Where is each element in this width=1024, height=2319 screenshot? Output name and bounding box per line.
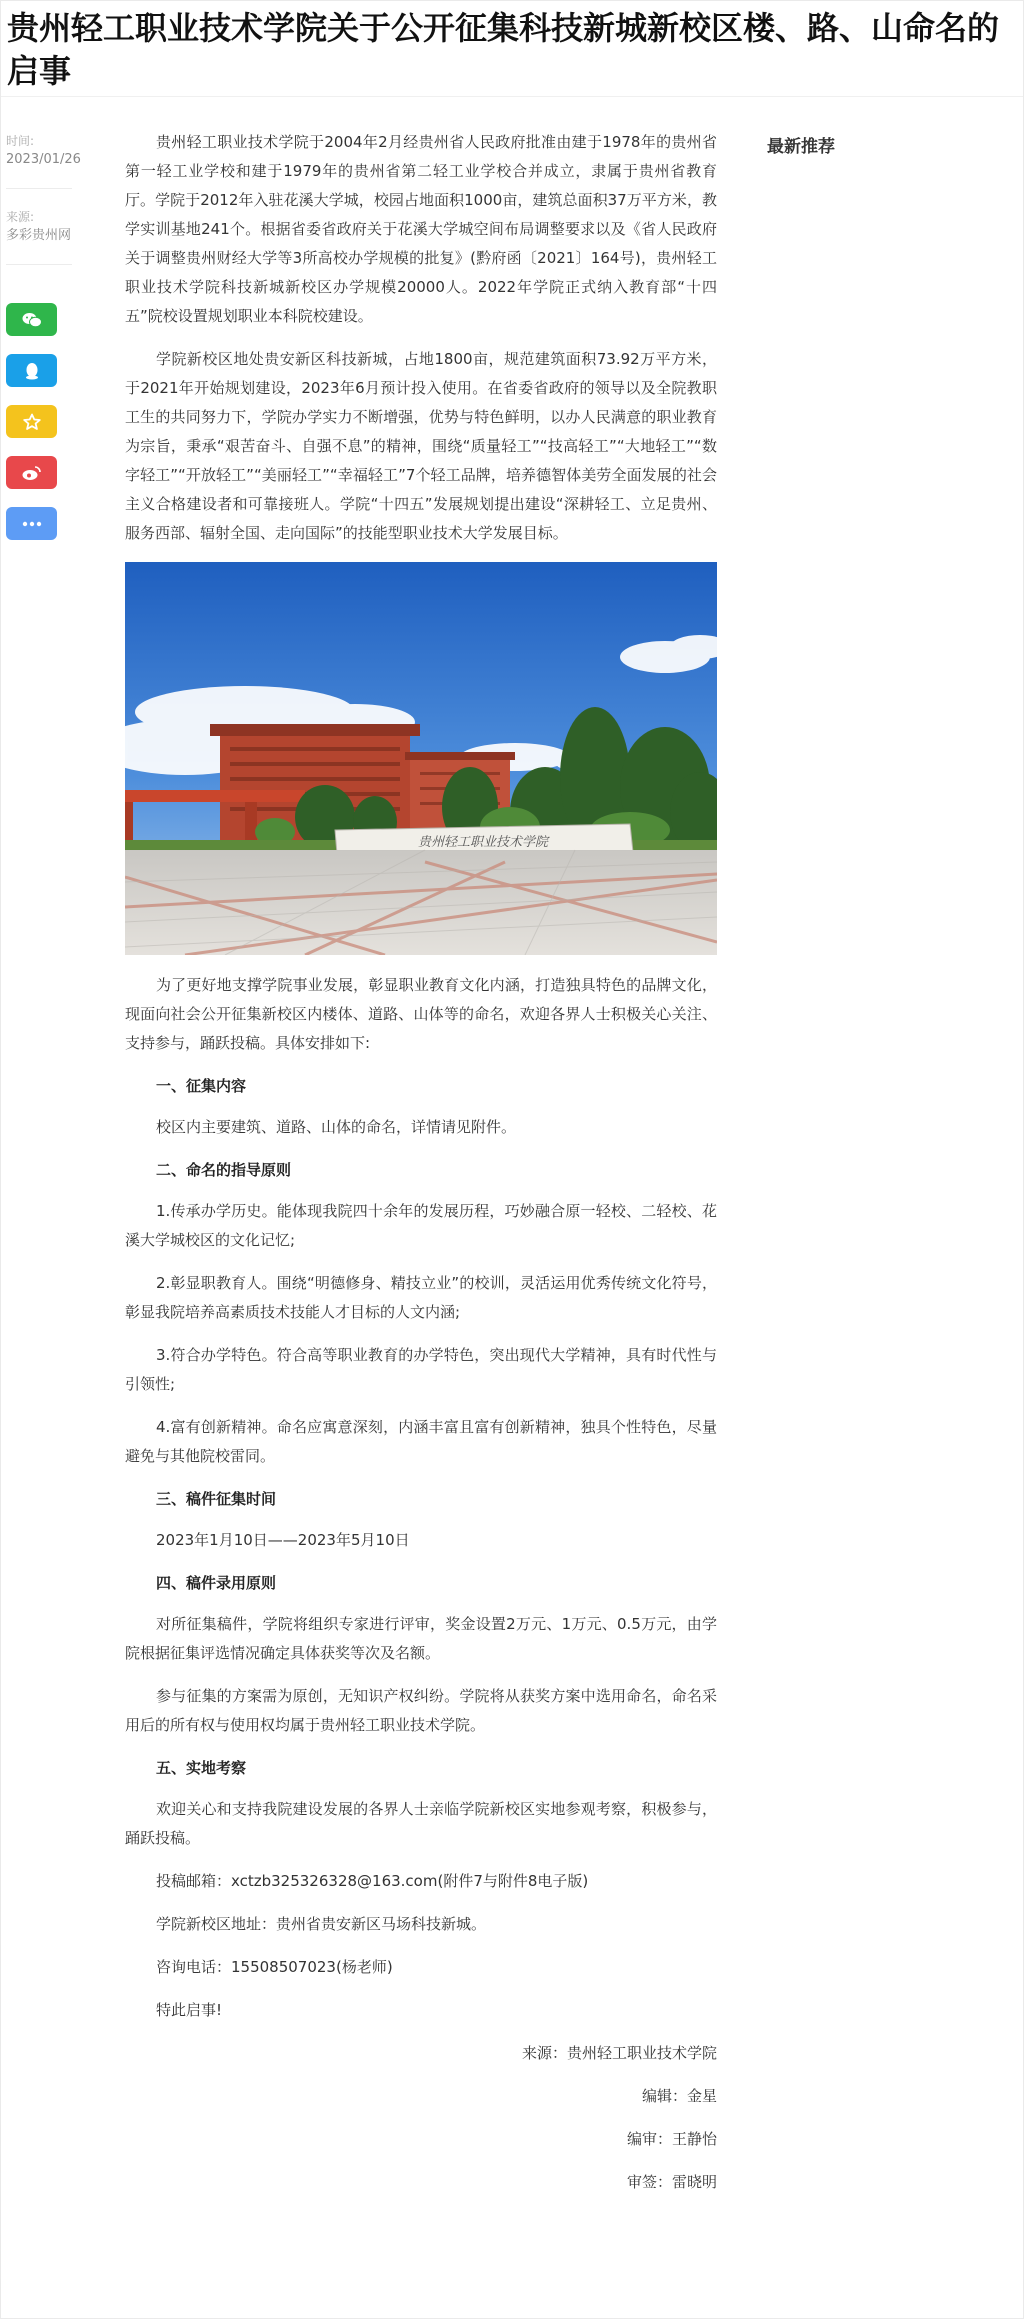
section-heading: 三、稿件征集时间: [156, 1490, 277, 1508]
credit-line: 编辑：金星: [641, 2087, 717, 2105]
article-paragraph: 校区内主要建筑、道路、山体的命名，详情请见附件。: [156, 1118, 517, 1136]
meta-divider: [6, 264, 72, 265]
credit-line: 来源：贵州轻工职业技术学院: [521, 2044, 717, 2062]
article-paragraph: 特此启事!: [156, 2001, 223, 2019]
qzone-share-button[interactable]: [6, 405, 57, 438]
publish-time: [6, 132, 81, 170]
campus-photo: [125, 562, 717, 955]
article-paragraph: 学院新校区地处贵安新区科技新城，占地1800亩，规范建筑面积73.92万平方米，于2021年开始规划建设，2023年6月预计投入使用。在省委省政府的领导以及全院教职工生的共同努力下，学院办学实力不断增强，优势与特色鲜明，以办人民满意的职业教育为宗旨，秉承“艰苦奋斗、自强不息”的精神，围绕“质量轻工”“技高轻工”“大地轻工”“数字轻工”“开放轻工”“美丽轻工”“幸福轻工”7个轻工品牌，培养德智体美劳全面发展的社会主义合格建设者和可靠接班人。学院“十四五”发展规划提出建设“深耕轻工、立足贵州、服务西部、辐射全国、走向国际”的技能型职业技术大学发展目标。: [125, 350, 717, 542]
article-paragraph: 参与征集的方案需为原创，无知识产权纠纷。学院将从获奖方案中选用命名，命名采用后的所有权与使用权均属于贵州轻工职业技术学院。: [125, 1687, 717, 1734]
article-paragraph: 2.彰显职教育人。围绕“明德修身、精技立业”的校训，灵活运用优秀传统文化符号，彰显我院培养高素质技术技能人才目标的人文内涵;: [125, 1274, 717, 1321]
publish-source: [6, 208, 76, 246]
wechat-share-button[interactable]: [6, 303, 57, 336]
qq-share-button[interactable]: [6, 354, 57, 387]
section-heading: 一、征集内容: [156, 1077, 247, 1095]
sidebar-title: 最新推荐: [767, 137, 835, 157]
more-icon: [22, 521, 42, 527]
article-paragraph: 贵州轻工职业技术学院于2004年2月经贵州省人民政府批准由建于1978年的贵州省第一轻工业学校和建于1979年的贵州省第二轻工业学校合并成立，隶属于贵州省教育厅。学院于2012年入驻花溪大学城，校园占地面积1000亩，建筑总面积37万平方米，教学实训基地241个。根据省委省政府关于花溪大学城空间布局调整要求以及《省人民政府关于调整贵州财经大学等3所高校办学规模的批复》(黔府函〔2021〕164号)，贵州轻工职业技术学院科技新城新校区办学规模20000人。2022年学院正式纳入教育部“十四五”院校设置规划职业本科院校建设。: [125, 133, 717, 325]
source-value: 多彩贵州网: [6, 228, 72, 243]
page-title: 贵州轻工职业技术学院关于公开征集科技新城新校区楼、路、山命名的启事: [7, 9, 1000, 90]
time-value: 2023/01/26: [6, 152, 81, 167]
article-paragraph: 对所征集稿件，学院将组织专家进行评审，奖金设置2万元、1万元、0.5万元，由学院根据征集评选情况确定具体获奖等次及名额。: [125, 1615, 717, 1662]
article-paragraph: 1.传承办学历史。能体现我院四十余年的发展历程，巧妙融合原一轻校、二轻校、花溪大学城校区的文化记忆;: [125, 1202, 717, 1249]
section-heading: 四、稿件录用原则: [156, 1574, 277, 1592]
weibo-share-button[interactable]: [6, 456, 57, 489]
article-paragraph: 咨询电话：15508507023(杨老师): [156, 1958, 393, 1976]
article-paragraph: 欢迎关心和支持我院建设发展的各界人士亲临学院新校区实地参观考察，积极参与，踊跃投稿。: [125, 1800, 717, 1847]
time-label: 时间:: [6, 134, 35, 148]
article-paragraph: 2023年1月10日——2023年5月10日: [156, 1531, 410, 1549]
article-paragraph: 3.符合办学特色。符合高等职业教育的办学特色，突出现代大学精神，具有时代性与引领性;: [125, 1346, 717, 1393]
star-icon: [23, 413, 41, 431]
credit-line: 编审：王静怡: [626, 2130, 717, 2148]
title-divider: [0, 96, 1024, 97]
article-paragraph: 为了更好地支撑学院事业发展，彰显职业教育文化内涵，打造独具特色的品牌文化，现面向社会公开征集新校区内楼体、道路、山体等的命名，欢迎各界人士积极关心关注、支持参与，踊跃投稿。具体安排如下:: [125, 976, 717, 1052]
qq-icon: [24, 362, 40, 380]
meta-divider: [6, 188, 72, 189]
section-heading: 二、命名的指导原则: [156, 1161, 292, 1179]
wechat-icon: [22, 312, 42, 328]
article-paragraph: 学院新校区地址：贵州省贵安新区马场科技新城。: [156, 1915, 487, 1933]
section-heading: 五、实地考察: [156, 1759, 247, 1777]
article-paragraph: 投稿邮箱：xctzb325326328@163.com(附件7与附件8电子版): [156, 1872, 589, 1890]
source-label: 来源:: [6, 210, 35, 224]
article-body: [125, 128, 717, 2211]
campus-sign-text: 贵州轻工职业技术学院: [417, 834, 549, 849]
credit-line: 审签：雷晓明: [626, 2173, 717, 2191]
article-paragraph: 4.富有创新精神。命名应寓意深刻，内涵丰富且富有创新精神，独具个性特色，尽量避免与其他院校雷同。: [125, 1418, 717, 1465]
more-share-button[interactable]: [6, 507, 57, 540]
weibo-icon: [22, 465, 42, 481]
